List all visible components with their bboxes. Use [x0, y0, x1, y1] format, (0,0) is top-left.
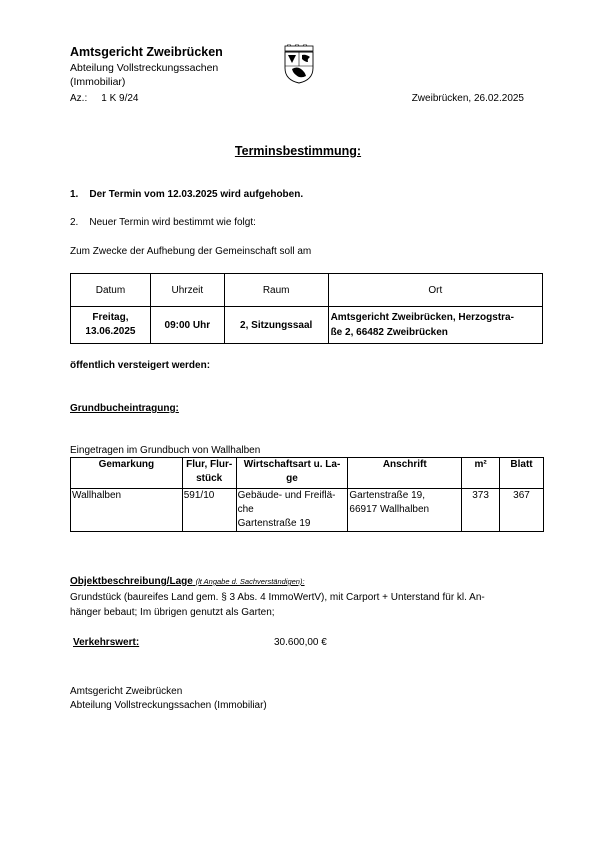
header-uhrzeit: Uhrzeit [150, 274, 224, 307]
object-line-1: Grundstück (baureifes Land gem. § 3 Abs. 4 ImmoWertV), mit Carport + Unterstand für kl. An- [70, 592, 485, 603]
coat-of-arms-icon [282, 44, 316, 84]
appointment-row [71, 307, 543, 344]
date-line-1: Freitag, [92, 312, 129, 323]
header-datum: Datum [71, 274, 151, 307]
date-line-2: 13.06.2025 [85, 326, 136, 337]
header-m2: m² [462, 458, 500, 489]
appointment-date [71, 307, 151, 344]
place-date: Zweibrücken, 26.02.2025 [411, 93, 524, 104]
header-ort: Ort [328, 274, 542, 307]
market-value-amount: 30.600,00 € [274, 637, 327, 648]
land-header-row [71, 458, 544, 489]
appointment-time: 09:00 Uhr [150, 307, 224, 344]
object-description [70, 590, 530, 620]
appointment-table [70, 273, 543, 344]
court-name: Amtsgericht Zweibrücken [70, 45, 223, 59]
point-2 [70, 217, 256, 228]
department-sub: (Immobiliar) [70, 76, 126, 88]
case-reference [70, 93, 139, 104]
point-1-num: 1. [70, 189, 79, 200]
cell-blatt: 367 [500, 489, 544, 532]
header-wirtschaftsart [236, 458, 348, 489]
land-register-table [70, 457, 544, 532]
point-1 [70, 189, 303, 200]
department-name: Abteilung Vollstreckungssachen [70, 62, 219, 74]
appointment-place [328, 307, 542, 344]
land-row [71, 489, 544, 532]
footer-court: Amtsgericht Zweibrücken [70, 686, 183, 697]
object-heading-note: (lt Angabe d. Sachverständigen): [195, 577, 305, 586]
market-value-label: Verkehrswert: [73, 637, 140, 648]
place-line-2: ße 2, 66482 Zweibrücken [330, 327, 448, 338]
header-anschrift: Anschrift [348, 458, 462, 489]
az-label: Az.: [70, 93, 88, 104]
footer-department: Abteilung Vollstreckungssachen (Immobiliar) [70, 700, 267, 711]
appointment-header-row [71, 274, 543, 307]
appointment-room: 2, Sitzungssaal [224, 307, 328, 344]
header-flurstueck [182, 458, 236, 489]
header-gemarkung: Gemarkung [71, 458, 183, 489]
object-heading [70, 576, 305, 587]
object-heading-text: Objektbeschreibung/Lage [70, 576, 193, 587]
land-register-heading: Grundbucheintragung: [70, 403, 179, 414]
registered-in: Eingetragen im Grundbuch von Wallhalben [70, 445, 261, 456]
point-1-text: Der Termin vom 12.03.2025 wird aufgehoben. [89, 189, 304, 200]
point-2-text: Neuer Termin wird bestimmt wie folgt: [89, 217, 256, 228]
flur-line-1: Flur, Flur- [186, 459, 233, 470]
anschrift-line-1: Gartenstraße 19, [349, 490, 425, 501]
cell-gemarkung: Wallhalben [71, 489, 183, 532]
wirtschaft-cell-1: Gebäude- und Freiflä- [237, 490, 336, 501]
cell-wirtschaftsart [236, 489, 348, 532]
place-line-1: Amtsgericht Zweibrücken, Herzogstra- [330, 312, 514, 323]
wirtschaft-cell-3: Gartenstraße 19 [237, 518, 311, 529]
purpose-text: Zum Zwecke der Aufhebung der Gemeinschaft soll am [70, 246, 312, 257]
wirtschaft-line-1: Wirtschaftsart u. La- [243, 459, 341, 470]
point-2-num: 2. [70, 217, 79, 228]
object-line-2: hänger bebaut; Im übrigen genutzt als Garten; [70, 607, 275, 618]
flur-line-2: stück [196, 473, 223, 484]
document-title: Terminsbestimmung: [234, 144, 362, 158]
cell-anschrift [348, 489, 462, 532]
wirtschaft-line-2: ge [286, 473, 298, 484]
az-number: 1 K 9/24 [101, 93, 139, 104]
cell-flurstueck: 591/10 [182, 489, 236, 532]
header-blatt: Blatt [500, 458, 544, 489]
header-raum: Raum [224, 274, 328, 307]
wirtschaft-cell-2: che [237, 504, 254, 515]
anschrift-line-2: 66917 Wallhalben [349, 504, 430, 515]
cell-m2: 373 [462, 489, 500, 532]
auction-note: öffentlich versteigert werden: [70, 360, 211, 371]
